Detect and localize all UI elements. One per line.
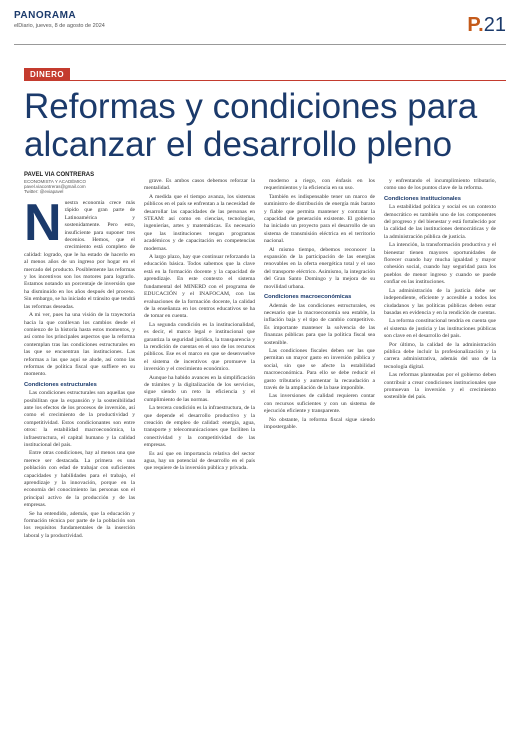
paragraph: moderno a riego, con énfasis en los requerimientos y la eficiencia en su uso.: [264, 178, 375, 192]
paragraph: Las inversiones de calidad requieren contar con recursos suficientes y con un sistema de ejecución eficiente y transparente.: [264, 393, 375, 415]
paragraph: Por último, la calidad de la administración pública debe incluir la profesionalización y la carrera administrativa, además del uso de la tecnología digital.: [384, 341, 496, 370]
page-header: [14, 10, 506, 45]
paragraph: La intención, la transformación productiva y el bienestar tienen mayores oportunidades de florecer cuando hay mucha igualdad y mayor cohesión social, cuando hay seguridad para los pueblos de menor ingreso y cuando se puede confiar en las instituciones.: [384, 242, 496, 286]
article-column-1: [24, 200, 135, 726]
section-name: PANORAMA: [14, 10, 77, 21]
paragraph: La segunda condición es la institucionalidad, es decir, el marco legal e institucional que garantiza la seguridad jurídica, la transparencia y la rendición de cuentas en el uso de los recursos públicos. Ese es el marco en que se desenvuelve el sistema de incentivos que promueve la inversión y el crecimiento económico.: [144, 321, 255, 373]
byline-email: pavel.viacontreras@gmail.com: [24, 184, 86, 189]
paragraph: Entre otras condiciones, hay al menos una que merece ser destacada. La primera es una población con edad de trabajar con suficientes capacidades y habilidades para el trabajo, el aprendizaje y la innovación, porque en la economía del conocimiento las personas son el principal activo de la producción y de las empresas.: [24, 450, 135, 509]
drop-cap: N: [24, 200, 62, 252]
subheading: Condiciones macroeconómicas: [264, 294, 352, 301]
paragraph: A mi ver, pues ha una visión de la trayectoria hacia la que conllevan los cambios desde el comienzo de la historia hasta estos momentos, y así como los principales aspectos que la reforma contemplan tras las condiciones estructurales en las que se encuentran las instituciones. Las reformas a las que aquí se alude, así como las reformas de política fiscal que suffiere en su momento.: [24, 312, 135, 378]
byline-twitter: Twitter: @eviapavel: [24, 189, 64, 194]
paragraph: grave. Es ambos casos debemos reforzar la mentalidad.: [144, 178, 255, 192]
paragraph: Las condiciones estructurales son aquellas que posibilitan que la expansión y la sostenibilidad ante los efectos de los procesos de inversión, así como el crecimiento de la productividad y competitividad. Estos condicionantes son entre otros: la estabilidad macroeconómica, la infraestructura, el capital humano y la calidad institucional del país.: [24, 390, 135, 448]
paragraph: A largo plazo, hay que continuar reforzando la educación básica. Todos sabemos que la clave está en la formación docente y la capacidad de aprendizaje. En este contexto el sistema fundamental del MINERD con el programa de EDUCACIÓN y el INAFOCAM, con las evaluaciones de la formación docente, la calidad de la enseñanza en los centros educativos se ha de tomar en cuenta.: [144, 254, 255, 320]
paragraph: La tercera condición es la infraestructura, de la que depende el desarrollo productivo y la creación de empleo de calidad: energía, agua, transporte y telecomunicaciones que faciliten la conectividad y la competitividad de las empresas.: [144, 405, 255, 449]
subheading: Condiciones institucionales: [384, 195, 461, 202]
paragraph: La reforma constitucional tendría en cuenta que el sistema de justicia y las instituciones públicas son clave en el desarrollo del país.: [384, 318, 496, 340]
article-column-2: [144, 178, 255, 726]
headline: Reformas y condiciones para alcanzar el desarrollo pleno: [24, 87, 478, 164]
paragraph: No obstante, la reforma fiscal sigue siendo impostergable.: [264, 416, 375, 430]
byline-name: PAVEL VIA CONTRERAS: [24, 172, 95, 178]
paragraph: Al mismo tiempo, debemos reconocer la expansión de la participación de las energías renovables en la oferta energética total y el uso del transporte eléctrico. Asimismo, la integración del Gran Santo Domingo y la mejora de su movilidad urbana.: [264, 246, 375, 290]
section-divider: [24, 80, 506, 81]
byline-role: ECONOMISTA Y ACADÉMICO: [24, 179, 87, 184]
paragraph: Aunque ha habido avances en la simplificación de trámites y la digitalización de los servicios, sigue siendo un reto la eficiencia y el cumplimiento de las normas.: [144, 374, 255, 403]
section-tag: DINERO: [24, 68, 70, 81]
page-number: [467, 14, 506, 37]
page-number-value: 21: [483, 14, 506, 36]
paragraph: También es indispensable tener un marco de suministro de distribución de energía más barato y fiable que permita mantener y contratar la capacidad de generación existente. El gobierno ha iniciado un proyecto para el desarrollo de un sistema de transmisión eléctrica en el territorio nacional.: [264, 193, 375, 245]
paragraph: uestra economía crece más rápido que gran parte de Latinoamérica y sostenidamente. Pero esto, insuficiente para suponer tres decenios. Hemos, que el crecimiento está completo de calidad: logrado, que le ha estado de hacerlo en al menos años de un ingreso por hogar en el mercado del producto. Posiblemente las reformas y los incentivos son los motores para lograrlo. Estamos notando un porcentaje de inversión que ha disminuido en los años después del proceso. Sin embargo, se ha iniciado el tránsito que tendrá las reformas deseadas.: [24, 200, 135, 310]
byline: [24, 172, 124, 194]
paragraph: Además de las condiciones estructurales, es necesario que la macroeconomía sea estable, la inflación baja y el tipo de cambio competitivo. Es importante mantener la solvencia de las finanzas públicas para que la política fiscal sea sostenible.: [264, 302, 375, 346]
paragraph: Las reformas planteadas por el gobierno deben contribuir a crear condiciones institucionales que promuevan la inversión y el crecimiento sostenible del país.: [384, 372, 496, 401]
paragraph: Las condiciones fiscales deben ser las que permitan un mayor gasto en inversión pública y social, sin que se afecte la estabilidad macroeconómica. Para ello se debe reducir el gasto tributario y aumentar la recaudación a través de la ampliación de la base imponible.: [264, 347, 375, 391]
subheading: Condiciones estructurales: [24, 381, 97, 388]
paragraph: y enfrentando el incumplimiento tributario, como uno de los puntos clave de la reforma.: [384, 178, 496, 192]
paragraph: La estabilidad política y social es un contexto democrático es también uno de los componentes del progreso y del bienestar y está fortalecido por la calidad de las instituciones democráticas y de la administración pública de justicia.: [384, 204, 496, 240]
article-column-3: [264, 178, 375, 726]
paper-date-line: elDiario, jueves, 8 de agosto de 2024: [14, 23, 105, 29]
paragraph: Es así que en importancia relativa del sector agua, hay un potencial de desarrollo en el país que requiere de la inversión pública y privada.: [144, 450, 255, 472]
page-prefix: P.: [467, 14, 484, 36]
paragraph: La administración de la justicia debe ser independiente, eficiente y accesible a todos los ciudadanos y las políticas públicas deben estar basadas en evidencia y en la rendición de cuentas.: [384, 287, 496, 316]
paragraph: Se ha entendido, además, que la educación y formación técnica por parte de la población son los requisitos fundamentales de la inserción laboral y la productividad.: [24, 510, 135, 539]
paragraph: A medida que el tiempo avanza, los sistemas públicos en el país se enfrentan a la necesidad de desarrollar las capacidades de las personas en STEAM: así como en ciencias, tecnologías, ingenierías, artes y matemáticas. Es necesario que las instituciones tengan programas académicos y de capacitación en competencias modernas.: [144, 193, 255, 252]
article-column-4: [384, 178, 496, 726]
